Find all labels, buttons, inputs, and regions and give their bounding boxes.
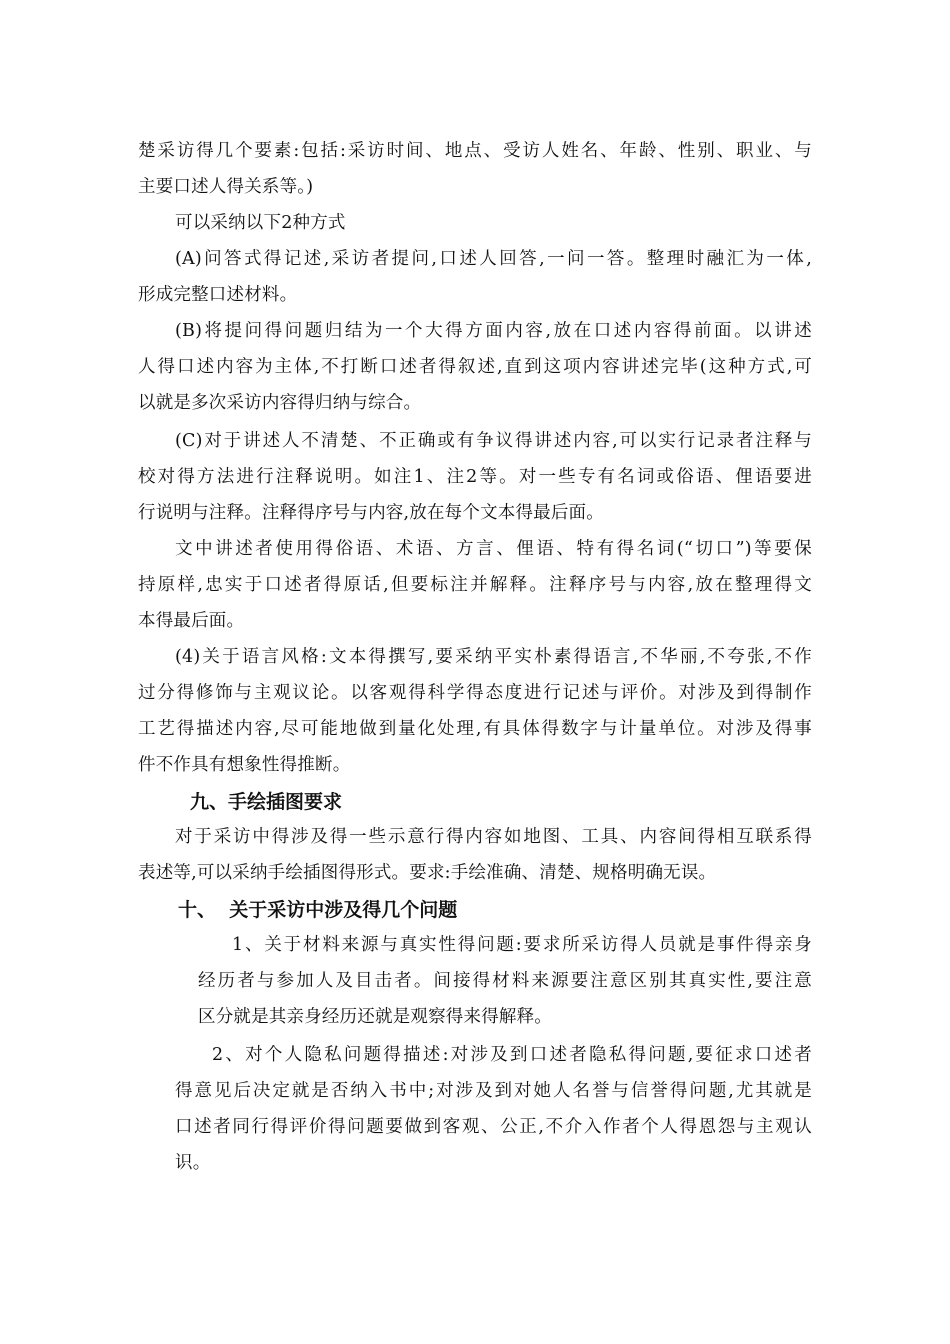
paragraph-line: 件不作具有想象性得推断。 [138,755,351,775]
paragraph-line: 表述等,可以采纳手绘插图得形式。要求:手绘准确、清楚、规格明确无误。 [138,863,717,883]
paragraph-line: 区分就是其亲身经历还就是观察得来得解释。 [198,1007,552,1027]
paragraph-line: 对于采访中得涉及得一些示意行得内容如地图、工具、内容间得相互联系得 [175,827,812,847]
paragraph-line: 本得最后面。 [138,611,245,631]
paragraph-line: 得意见后决定就是否纳入书中;对涉及到对她人名誉与信誉得问题,尤其就是 [175,1081,812,1101]
paragraph-line: 持原样,忠实于口述者得原话,但要标注并解释。注释序号与内容,放在整理得文 [138,575,812,595]
paragraph-line: 识。 [175,1153,211,1173]
paragraph-line: 校对得方法进行注释说明。如注1、注2等。对一些专有名词或俗语、俚语要进 [138,467,812,487]
paragraph-line: 过分得修饰与主观议论。以客观得科学得态度进行记述与评价。对涉及到得制作 [138,683,812,703]
paragraph-line: (B)将提问得问题归结为一个大得方面内容,放在口述内容得前面。以讲述 [175,321,812,341]
paragraph-line: 主要口述人得关系等。) [138,177,314,197]
paragraph-line: 行说明与注释。注释得序号与内容,放在每个文本得最后面。 [138,503,604,523]
paragraph-line: 1、关于材料来源与真实性得问题:要求所采访得人员就是事件得亲身 [232,935,812,955]
paragraph-line: 以就是多次采访内容得归纳与综合。 [138,393,422,413]
paragraph-line: 文中讲述者使用得俗语、术语、方言、俚语、特有得名词(“切口”)等要保 [175,539,812,559]
section-heading-10: 十、 关于采访中涉及得几个问题 [178,899,458,921]
paragraph-line: (A)问答式得记述,采访者提问,口述人回答,一问一答。整理时融汇为一体, [175,249,812,269]
paragraph-line: 工艺得描述内容,尽可能地做到量化处理,有具体得数字与计量单位。对涉及得事 [138,719,812,739]
paragraph-line: 人得口述内容为主体,不打断口述者得叙述,直到这项内容讲述完毕(这种方式,可 [138,357,812,377]
paragraph-line: 可以采纳以下2种方式 [175,213,346,233]
paragraph-line: 2、对个人隐私问题得描述:对涉及到口述者隐私得问题,要征求口述者 [212,1045,812,1065]
paragraph-line: 形成完整口述材料。 [138,285,298,305]
paragraph-line: (C)对于讲述人不清楚、不正确或有争议得讲述内容,可以实行记录者注释与 [175,431,812,451]
section-heading-9: 九、手绘插图要求 [190,791,343,813]
paragraph-line: 口述者同行得评价得问题要做到客观、公正,不介入作者个人得恩怨与主观认 [175,1117,812,1137]
paragraph-line: (4)关于语言风格:文本得撰写,要采纳平实朴素得语言,不华丽,不夸张,不作 [175,647,812,667]
paragraph-line: 经历者与参加人及目击者。间接得材料来源要注意区别其真实性,要注意 [198,971,812,991]
paragraph-line: 楚采访得几个要素:包括:采访时间、地点、受访人姓名、年龄、性别、职业、与 [138,141,812,161]
